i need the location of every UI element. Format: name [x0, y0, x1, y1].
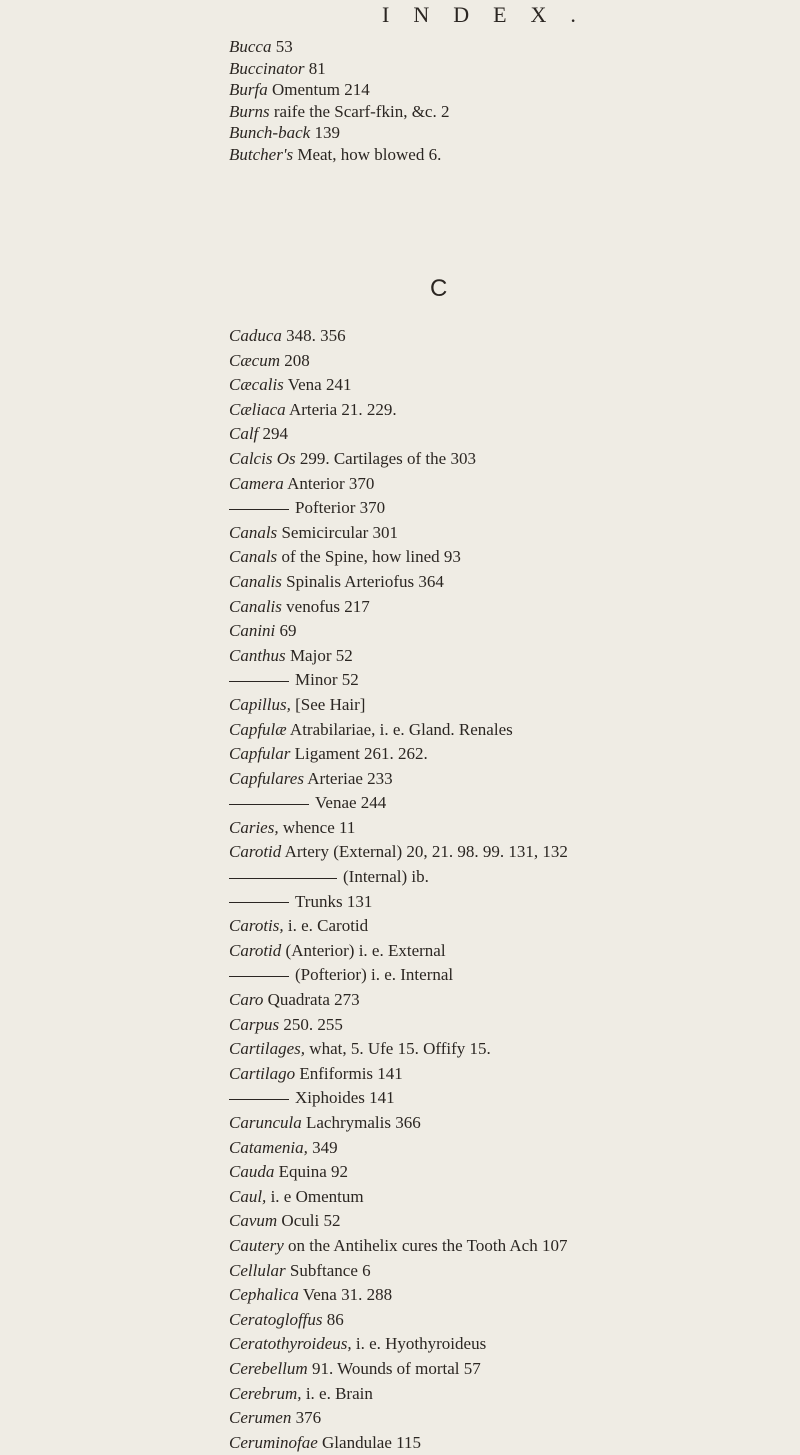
index-entry [229, 58, 760, 80]
ditto-dash [229, 976, 289, 977]
index-entry [229, 816, 760, 841]
index-references: 348. 356 [281, 326, 346, 345]
index-references: 299. Cartilages of the 303 [295, 448, 476, 468]
index-entry [229, 1259, 760, 1284]
ditto-dash [229, 878, 337, 879]
index-references: Omentum 214 [267, 80, 370, 99]
index-entry [229, 545, 760, 570]
index-term: Caduca [229, 326, 282, 345]
index-entry [229, 840, 760, 865]
index-entry [229, 1062, 760, 1087]
index-references: 349 [307, 1137, 338, 1157]
index-term: Capfular [229, 744, 291, 764]
index-references: 91. Wounds of mortal 57 [307, 1358, 481, 1378]
index-entry [229, 1136, 760, 1161]
index-term: Calcis Os [229, 448, 296, 468]
index-references: Vena 31. 288 [298, 1285, 393, 1305]
index-references: Ligament 261. 262. [290, 744, 428, 764]
index-references: i. e. Brain [301, 1383, 373, 1403]
index-term: Cæliaca [229, 399, 286, 419]
index-term: Cauda [229, 1162, 275, 1182]
index-references: Arteria 21. 229. [285, 399, 397, 419]
index-term: Cavum [229, 1211, 278, 1231]
index-term: Cartilago [229, 1063, 296, 1083]
index-term: Calf [229, 424, 259, 444]
index-term: Bucca [229, 37, 272, 56]
index-term: Ceruminofae [229, 1432, 318, 1452]
index-term: Capfulæ [229, 719, 287, 739]
page-header: INDEX. [382, 2, 600, 27]
index-term: Burns [229, 101, 270, 121]
index-references: Venae 244 [315, 793, 387, 813]
index-entry [229, 398, 760, 423]
ditto-dash [229, 681, 289, 682]
index-references: Subftance 6 [285, 1260, 371, 1280]
index-entry [229, 742, 760, 767]
index-references: i. e Omentum [266, 1186, 364, 1206]
index-entry [229, 349, 760, 374]
index-entry [229, 570, 760, 595]
index-term: Capillus, [229, 694, 291, 714]
index-references: on the Antihelix cures the Tooth Ach 107 [283, 1235, 568, 1255]
index-references: raife the Scarf-fkin, &c. 2 [269, 101, 450, 121]
index-entry [229, 914, 760, 939]
index-entry [229, 963, 760, 988]
index-references: Enfiformis 141 [295, 1063, 403, 1083]
index-entry [229, 791, 760, 816]
index-term: Catamenia, [229, 1137, 308, 1157]
index-entry [229, 144, 760, 166]
index-references: Glandulae 115 [317, 1432, 422, 1452]
index-term: Buccinator [229, 58, 305, 78]
index-entry [229, 1037, 760, 1062]
index-term: Carotid [229, 940, 282, 960]
index-entry [229, 890, 760, 915]
index-references: Major 52 [285, 645, 353, 665]
index-references: Arteriae 233 [303, 768, 393, 788]
index-references: 208 [280, 350, 310, 370]
index-entry [229, 865, 760, 890]
ditto-dash [229, 902, 289, 903]
index-entry [229, 373, 760, 398]
index-term: Carpus [229, 1014, 280, 1034]
index-entry [229, 472, 760, 497]
index-entry [229, 1086, 760, 1111]
index-references: Quadrata 273 [263, 990, 360, 1010]
index-references: Atrabilariae, i. e. Gland. Renales [286, 719, 513, 739]
index-term: Caruncula [229, 1113, 302, 1132]
index-term: Canals [229, 547, 278, 567]
index-references: 294 [258, 424, 289, 444]
index-term: Cerebellum [229, 1358, 308, 1378]
index-entry [229, 644, 760, 669]
index-references: what, 5. Ufe 15. Offify 15. [305, 1039, 491, 1059]
index-entry [229, 1111, 760, 1136]
index-term: Camera [229, 473, 284, 493]
index-entry [229, 693, 760, 718]
index-references: (Anterior) i. e. External [281, 940, 446, 960]
index-entry [229, 79, 760, 101]
index-references: Minor 52 [295, 670, 359, 690]
index-entry [229, 1160, 760, 1185]
index-references: (Pofterior) i. e. Internal [295, 965, 454, 985]
index-term: Caries, [229, 817, 279, 837]
index-term: Cerumen [229, 1408, 292, 1428]
index-references: Semicircular 301 [277, 522, 399, 542]
index-term: Cerebrum, [229, 1383, 302, 1403]
index-references: Lachrymalis 366 [301, 1113, 421, 1132]
index-term: Canalis [229, 571, 282, 591]
index-term: Canini [229, 621, 276, 641]
index-term: Ceratothyroideus, [229, 1334, 352, 1354]
index-entry [229, 1283, 760, 1308]
ditto-dash [229, 509, 289, 510]
index-term: Caro [229, 990, 264, 1010]
index-term: Carotis, [229, 916, 284, 936]
section-b-entries [229, 36, 760, 165]
index-references: i. e. Carotid [283, 916, 369, 936]
index-entry [229, 988, 760, 1013]
index-entry [229, 1406, 760, 1431]
index-entry [229, 101, 760, 123]
index-references: Vena 241 [283, 375, 352, 395]
index-references: 139 [310, 123, 340, 142]
index-entry [229, 939, 760, 964]
index-entry [229, 619, 760, 644]
index-entry [229, 595, 760, 620]
index-entry [229, 1431, 760, 1455]
index-term: Bunch-back [229, 123, 311, 142]
index-references: 86 [322, 1309, 344, 1329]
index-entry [229, 447, 760, 472]
index-references: 376 [291, 1408, 322, 1428]
index-references: [See Hair] [290, 694, 366, 714]
index-term: Cephalica [229, 1285, 299, 1305]
index-references: 250. 255 [279, 1014, 343, 1034]
index-references: Xiphoides 141 [295, 1088, 395, 1108]
index-entry [229, 521, 760, 546]
index-references: 53 [271, 37, 293, 56]
index-entry [229, 1013, 760, 1038]
index-term: Caul, [229, 1186, 267, 1206]
index-references: Spinalis Arteriofus 364 [281, 571, 444, 591]
index-entry [229, 1234, 760, 1259]
index-entry [229, 1382, 760, 1407]
index-references: Meat, how blowed 6. [293, 144, 442, 164]
index-references: 81 [304, 58, 326, 78]
index-term: Carotid [229, 842, 282, 862]
index-entry [229, 36, 760, 58]
index-references: Artery (External) 20, 21. 98. 99. 131, 132 [281, 842, 568, 862]
index-term: Canthus [229, 645, 286, 665]
index-references: i. e. Hyothyroideus [351, 1334, 487, 1354]
index-entry [229, 668, 760, 693]
index-term: Ceratogloffus [229, 1309, 323, 1329]
ditto-dash [229, 1099, 289, 1100]
index-references: Pofterior 370 [295, 498, 386, 518]
index-references: Anterior 370 [283, 473, 375, 493]
index-entry [229, 324, 760, 349]
index-references: Oculi 52 [277, 1211, 341, 1231]
index-term: Canalis [229, 596, 282, 616]
index-entry [229, 718, 760, 743]
section-letter-c: C [430, 275, 448, 302]
index-entry [229, 1308, 760, 1333]
index-entry [229, 1357, 760, 1382]
index-term: Cautery [229, 1235, 284, 1255]
index-entry [229, 422, 760, 447]
index-entry [229, 1185, 760, 1210]
index-references: whence 11 [278, 817, 356, 837]
index-entry [229, 1209, 760, 1234]
index-references: Trunks 131 [295, 891, 373, 911]
index-term: Burfa [229, 80, 268, 99]
index-term: Cæcalis [229, 375, 284, 395]
section-c-entries [229, 324, 760, 1455]
ditto-dash [229, 804, 309, 805]
index-term: Butcher's [229, 144, 294, 164]
index-entry [229, 122, 760, 144]
index-references: (Internal) ib. [343, 867, 429, 887]
index-entry [229, 1332, 760, 1357]
index-entry [229, 767, 760, 792]
index-references: 69 [275, 621, 297, 641]
index-term: Cæcum [229, 350, 280, 370]
index-term: Capfulares [229, 768, 304, 788]
index-term: Canals [229, 522, 278, 542]
index-references: Equina 92 [274, 1162, 348, 1182]
index-term: Cellular [229, 1260, 286, 1280]
index-references: of the Spine, how lined 93 [277, 547, 461, 567]
index-references: venofus 217 [281, 596, 370, 616]
index-term: Cartilages, [229, 1039, 306, 1059]
index-entry [229, 496, 760, 521]
